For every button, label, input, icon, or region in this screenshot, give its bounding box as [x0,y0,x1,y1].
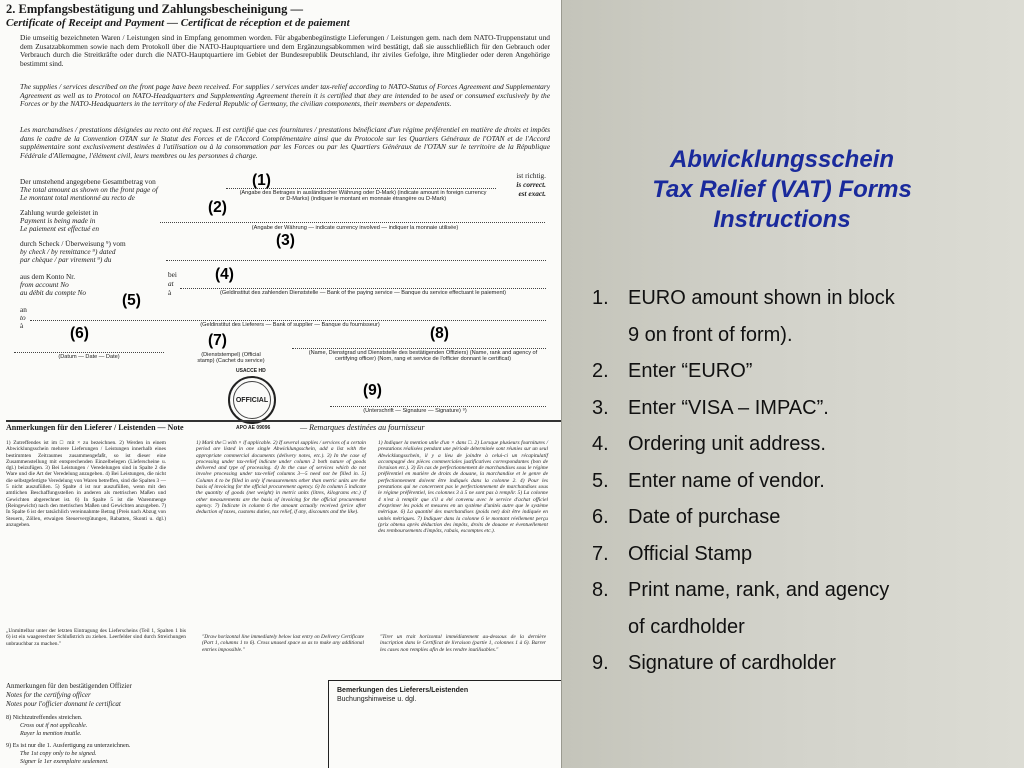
instruction-text: Enter “EURO” [628,360,753,382]
paying-bank-hint: (Geldinstitut des zahlenden Dienststelle — Bank of the paying service — Banque du service effectuant le paiement) [220,290,506,296]
to-label: to [20,313,26,322]
note-9-en: The 1st copy only to be signed. [20,750,97,757]
total-right-fr: est exact. [518,189,546,198]
a-label: à [168,288,172,297]
panel-title-line-3: Instructions [713,206,851,233]
instruction-item [592,572,1012,609]
instruction-item [592,426,1012,463]
notes-english: 1) Mark the □ with × if applicable. 2) If several supplies / services of a certain period are listed in one single Abwicklungsschein, add a list with the appropriate commercial documents (delivery notes, etc.). 3) In the case of processing under tax-relief indicate under column 2 both nature of goods delivered and type of processing. 4) In the case of services which do not involve processing under tax-relief columns 3—5 need not be filled in. 5) Column 4 to be filled in only if measurements other than metric units are the basis of invoicing for the official procurement agency. 6) In column 5 indicate the quantity of goods (net weight) in metric units (litres, kilograms etc.) if other measurements are the basis of invoicing for the official procurement agency. 7) Indicate in column 6 the amount actually received (price after deduction of taxes, customs duties, tax relief, if any, discounts and the like). [196,440,366,516]
notes-heading-fr: — Remarques destinées au fournisseur [300,423,425,432]
supplier-bank-hint: (Geldinstitut des Lieferers — Bank of supplier — Banque du fournisseur) [200,322,380,328]
payment-label-fr: Le paiement est effectué en [20,224,100,233]
officer-notes-en: Notes for the certifying officer [6,691,91,699]
account-label-fr: au débit du compte No [20,288,87,297]
block-number-3: (3) [276,232,295,249]
supplier-remarks-box [328,680,562,768]
instruction-number: 3. [592,396,609,419]
total-right-de: ist richtig. [516,171,546,180]
panel-title-line-2: Tax Relief (VAT) Forms [652,176,912,203]
note-9-de: 9) Es ist nur die 1. Ausfertigung zu unterzeichnen. [6,742,131,749]
instruction-text: EURO amount shown in block [628,287,895,309]
note-8-en: Cross out if not applicable. [20,722,88,729]
officer-line [292,348,546,349]
account-label-en: from account No [20,280,69,289]
note-8-de: 8) Nichtzutreffendes streichen. [6,714,83,721]
stamp-center-text: OFFICIAL [235,396,269,404]
bei-label: bei [168,270,177,279]
instruction-item [592,499,1012,536]
officer-hint: (Name, Dienstgrad und Dienststelle des bestätigenden Offiziers) (Name, rank and agency of certifying officer) (Nom, rang et service de l'officier donnant le certificat) [308,350,538,363]
supplier-bank-line [30,320,546,321]
instruction-text: Official Stamp [628,542,753,565]
instruction-text: Print name, rank, and agency [628,579,890,601]
notes-german: 1) Zutreffendes ist im □ mit × zu bezeichnen. 2) Werden in einem Abwicklungsschein mehrere Lieferungen / Leistungen innerhalb eines bestimmten Zeitraumes zusammengefaßt, so ist dieser eine Zusammenstellung mit entsprechenden Einzelbelegen (Lieferscheine u. dgl.) beizufügen. 3) Bei Leistungen / Veredelungen sind in Spalte 2 die Ware und die Art der Veredelung anzugeben. 4) Bei Leistungen, die nicht die selbstgefertigte Veredelung von Waren betreffen, sind die Spalten 3 — 5 nicht auszufüllen. 5) Spalte 4 ist nur auszufüllen, wenn mit den amtlichen Beschaffungsstellen in anderen als metrischen Maßen und Gewichten abgerechnet ist. 6) In Spalte 5 ist die Warenmenge (Reingewicht) nach den metrischen Maßen und Gewichten anzugeben. 7) In Spalte 6 ist der tatsächlich vereinnahmte Betrag (Preis nach Abzug von Steuern, Zöllen, etwaigen Steuervergütungen, Rabatten, Skonti u. dgl.) anzugeben. [6,440,166,528]
block-number-9: (9) [363,382,382,399]
supplier-remarks-title: Bemerkungen des Lieferers/Leistenden [337,687,469,694]
cheque-line [166,260,546,261]
paragraph-german: Die umseitig bezeichneten Waren / Leistungen sind in Empfang genommen worden. Für abgabenbegünstigte Lieferungen / Leistungen gem. nach dem NATO-Truppenstatut und dem Zusatzabkommen sowie nach dem Protokoll über die NATO-Hauptquartiere und dem Ergänzungsabkommen wird bestätigt, daß sie ausschließlich für den Gebrauch oder Verbrauch durch die Streitkräfte oder durch die NATO-Hauptquartiere im Gebiet der Bundesrepublik Deutschland, ihr ziviles Gefolge, ihre Mitglieder oder deren Angehörige bestimmt sind. [20,33,550,68]
instruction-number [592,317,628,354]
an-label: an [20,305,27,314]
cheque-label-fr: par chèque / par virement ⁹) du [20,255,112,264]
instruction-number [592,609,628,646]
currency-hint: (Angabe der Währung — indicate currency involved — indiquer la monnaie utilisée) [251,225,459,231]
block-number-6: (6) [70,325,89,342]
instruction-item [592,353,1012,390]
instruction-number: 4. [592,433,609,455]
instruction-text: Signature of cardholder [628,652,836,674]
footer-german: „Unmittelbar unter der letzten Eintragung des Lieferscheins (Teil 1, Spalten 1 bis 6) ist ein waagerechter Schlußstrich zu ziehen. Leerfelder sind durch Streichungen unbrauchbar zu machen." [6,628,186,647]
cheque-label-de: durch Scheck / Überweisung ⁹) vom [20,239,126,248]
currency-line [160,222,545,223]
instruction-item [592,536,1012,573]
total-right-en: is correct. [516,180,546,189]
instruction-number: 5. [592,469,609,492]
instruction-item [592,463,1012,500]
notes-divider [6,420,562,422]
total-label-en: The total amount as shown on the front page of [20,185,158,194]
panel-title [562,145,1002,235]
instruction-number: 9. [592,652,609,674]
block-number-4: (4) [215,266,234,283]
instruction-text: of cardholder [628,615,745,638]
payment-label-en: Payment is being made in [20,216,96,225]
cheque-label-en: by check / by remittance ⁹) dated [20,247,116,256]
instruction-text: Date of purchase [628,506,781,528]
official-stamp [228,376,276,424]
instruction-number: 2. [592,360,609,382]
panel-title-line-1: Abwicklungsschein [669,146,895,173]
form-subtitle: Certificate of Receipt and Payment — Certificat de réception et de paiement [6,17,350,29]
paying-bank-line [180,288,546,289]
notes-heading: Anmerkungen für den Lieferer / Leistenden — Note [6,423,184,432]
instruction-text: Enter name of vendor. [628,469,825,492]
instruction-item [592,609,1012,646]
instruction-list [592,280,1012,682]
signature-hint: (Unterschrift — Signature — Signature) ⁹) [363,408,467,414]
payment-label-de: Zahlung wurde geleistet in [20,208,99,217]
instruction-item [592,317,1012,354]
notes-french: 1) Indiquer la mention utile d'un × dans □. 2) Lorsque plusieurs fournitures / prestations réalisées pendant une période déterminée sont réunies sur un seul Abwicklungsschein, il y a lieu de joindre à celui-ci un récapitulatif accompagné des pièces commerciales justificatives correspondantes (bon de livraison etc.). 3) En cas de perfectionnement de marchandises sous le régime préférentiel en matière de droits de douane, la marchandise et le genre de perfectionnement doivent être indiqués dans la colonne 2. 4) Pour les prestations qui ne concernent pas le perfectionnement de marchandises sous le régime préférentiel, les colonnes 3 à 5 ne sont pas à remplir. 5) La colonne 4 n'est à remplir que s'il a été convenu avec le service d'achat officiel d'exprimer les poids et mesures en un système d'unités autre que le système métrique. 6) La quantité des marchandises (poids net) doit être indiquée en unités métriques. 7) Indiquer dans la colonne 6 le montant réellement perçu (prix obtenu après déduction des impôts, droits de douane et éventuellement des remboursements d'impôts, rabais, escomptes etc.). [378,440,548,535]
instruction-number: 7. [592,542,609,565]
total-label-de: Der umstehend angegebene Gesamtbetrag von [20,177,156,186]
instruction-item [592,390,1012,427]
block-number-5: (5) [122,292,141,309]
signature-line [330,406,546,407]
block-number-1: (1) [252,172,271,189]
at-label: at [168,279,174,288]
form-title: 2. Empfangsbestätigung und Zahlungsbescheinigung — [6,2,303,16]
instruction-text: 9 on front of form). [628,323,793,346]
a-label-2: à [20,321,24,330]
block-number-2: (2) [208,199,227,216]
instruction-number: 1. [592,287,609,309]
instruction-number: 6. [592,506,609,528]
date-line [14,352,164,353]
instruction-text: Ordering unit address. [628,433,826,455]
paragraph-english: The supplies / services described on the front page have been received. For supplies / services under tax-relief according to NATO-Status of Forces Agreement and Supplementary Agreement as well as to Protocol on NATO-Headquarters and Supplementing Agreement therein it is certified that they are intended to be used or consumed exclusively by the Forces or by the NATO-Headquarters in the territory of the Federal Republic of Germany, the civilian components, their members or dependents. [20,82,550,109]
instruction-number: 8. [592,579,609,601]
footer-french: "Tirer un trait horizontal immédiatement au-dessous de la dernière inscription dans le Certificat de livraison (partie 1, colonnes 1 à 6). Barrer les cases non remplies afin de les rendre inutilisables." [380,634,546,653]
instruction-item [592,280,1012,317]
total-label-fr: Le montant total mentionné au recto de [20,193,135,202]
footer-english: "Draw horizontal line immediately below last entry on Delivery Certificate (Part 1, columns 1 to 6). Cross unused space so as to make any additional entries impossible." [202,634,365,653]
note-8-fr: Rayer la mention inutile. [20,730,82,737]
instruction-item [592,645,1012,682]
instruction-text: Enter “VISA – IMPAC”. [628,396,829,419]
account-label-de: aus dem Konto Nr. [20,272,76,281]
officer-notes-de: Anmerkungen für den bestätigenden Offizier [6,682,132,690]
supplier-remarks-subtitle: Buchungshinweise u. dgl. [337,696,417,703]
stamp-bottom-text: APO AE 09096 [236,425,271,431]
date-hint: (Datum — Date — Date) [58,354,120,360]
amount-hint: (Angabe des Betrages in ausländischer Währung oder D-Mark) (indicate amount in foreign currency or D-Marks) (indiquer le montant en monnaie étrangère ou D-Mark) [239,190,487,203]
stamp-hint: (Dienststempel) (Official stamp) (Cachet du service) [197,352,265,365]
block-number-8: (8) [430,325,449,342]
stamp-top-text: USACCE HD [236,368,266,374]
officer-notes-fr: Notes pour l'officier donnant le certificat [6,700,121,708]
note-9-fr: Signer le 1er exemplaire seulement. [20,758,109,765]
block-number-7: (7) [208,332,227,349]
instructions-panel [562,0,1024,768]
paragraph-french: Les marchandises / prestations désignées au recto ont été reçues. Il est certifié que ces fournitures / prestations bénéficiant d'un régime préférentiel en matière de droits et impôts dans le cadre de la Convention OTAN sur le Statut des Forces et de l'Accord Complémentaire ainsi que du Protocole sur les Quartiers Généraux de l'OTAN et de l'Accord supplémentaire sont exclusivement destinées à l'utilisation ou à la consommation par les Forces ou par les Quartiers Généraux de l'OTAN sur le territoire de la République Fédérale d'Allemagne, l'élément civil, leurs membres ou les personnes à charge. [20,125,550,160]
